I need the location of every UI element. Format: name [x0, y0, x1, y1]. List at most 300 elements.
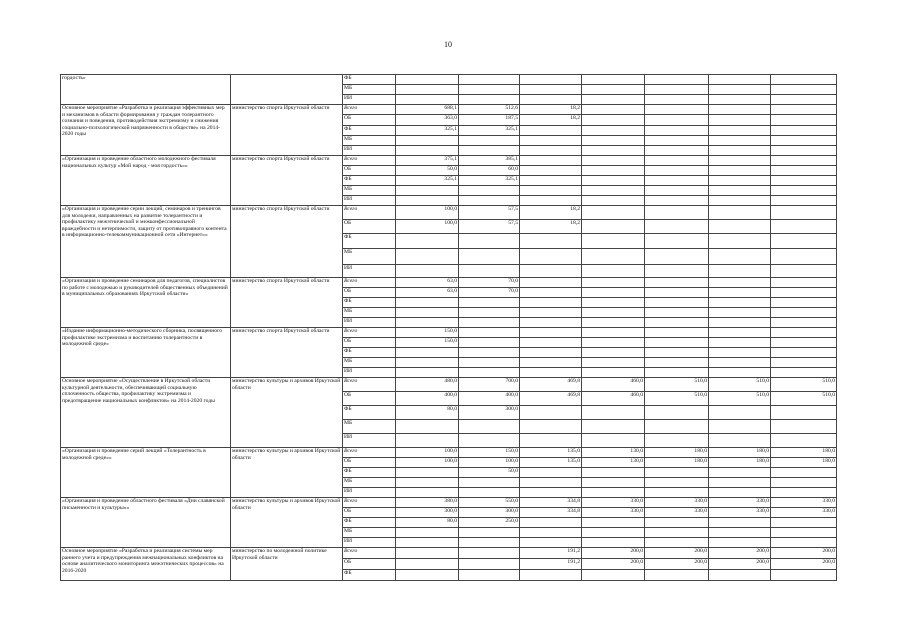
amount-cell	[459, 308, 520, 318]
amount-cell	[582, 265, 645, 278]
amount-cell	[771, 488, 837, 498]
amount-cell: 130,0	[582, 448, 645, 458]
funding-source: МБ	[343, 528, 396, 538]
amount-cell	[582, 249, 645, 265]
amount-cell: 510,0	[709, 378, 771, 392]
amount-cell	[582, 176, 645, 186]
amount-cell	[709, 488, 771, 498]
funding-source: ОБ	[343, 392, 396, 406]
amount-cell	[582, 234, 645, 249]
amount-cell	[520, 308, 582, 318]
amount-cell	[771, 156, 837, 166]
amount-cell	[582, 95, 645, 105]
funding-source: Всего	[343, 105, 396, 115]
funding-source: ИИ	[343, 146, 396, 156]
amount-cell	[645, 368, 709, 378]
amount-cell	[582, 126, 645, 136]
amount-cell: 180,0	[771, 458, 837, 468]
executor-name: министерство спорта Иркутской области	[231, 206, 343, 278]
amount-cell	[709, 234, 771, 249]
amount-cell	[459, 75, 520, 85]
amount-cell: 130,0	[582, 458, 645, 468]
activity-name: «Издание информационно-методического сборника, посвященного профилактике экстремизма и воспитанию толерантности в молодежной среде»	[61, 328, 231, 378]
table-row	[61, 75, 837, 85]
funding-source: Всего	[343, 378, 396, 392]
amount-cell	[771, 318, 837, 328]
funding-source: ОБ	[343, 338, 396, 348]
amount-cell	[520, 288, 582, 298]
amount-cell	[396, 75, 459, 85]
amount-cell	[396, 146, 459, 156]
amount-cell	[645, 338, 709, 348]
amount-cell	[645, 234, 709, 249]
amount-cell	[459, 95, 520, 105]
amount-cell	[771, 308, 837, 318]
amount-cell: 135,0	[520, 448, 582, 458]
amount-cell	[520, 368, 582, 378]
amount-cell: 330,0	[771, 498, 837, 508]
amount-cell	[582, 85, 645, 95]
amount-cell	[582, 528, 645, 538]
executor-name: министерство культуры и архивов Иркутской области	[231, 378, 343, 448]
amount-cell	[771, 186, 837, 196]
amount-cell	[645, 468, 709, 478]
amount-cell	[709, 166, 771, 176]
amount-cell	[396, 298, 459, 308]
amount-cell: 325,1	[396, 126, 459, 136]
amount-cell	[771, 249, 837, 265]
amount-cell	[520, 328, 582, 338]
amount-cell	[459, 186, 520, 196]
funding-source: МБ	[343, 420, 396, 434]
amount-cell	[645, 308, 709, 318]
amount-cell: 18,2	[520, 206, 582, 220]
amount-cell	[520, 95, 582, 105]
table-row	[61, 448, 837, 458]
amount-cell	[520, 176, 582, 186]
amount-cell: 700,0	[459, 378, 520, 392]
budget-table	[60, 74, 837, 581]
amount-cell	[520, 75, 582, 85]
amount-cell	[645, 95, 709, 105]
amount-cell	[459, 234, 520, 249]
amount-cell	[396, 559, 459, 570]
executor-name: министерство спорта Иркутской области	[231, 278, 343, 328]
amount-cell	[582, 186, 645, 196]
amount-cell	[396, 478, 459, 488]
amount-cell	[645, 288, 709, 298]
amount-cell	[709, 265, 771, 278]
amount-cell	[459, 196, 520, 206]
amount-cell	[709, 220, 771, 234]
amount-cell: 334,8	[520, 498, 582, 508]
amount-cell	[645, 358, 709, 368]
amount-cell: 150,0	[396, 338, 459, 348]
funding-source: ОБ	[343, 288, 396, 298]
amount-cell	[396, 85, 459, 95]
amount-cell	[645, 488, 709, 498]
amount-cell: 480,0	[396, 378, 459, 392]
amount-cell	[582, 570, 645, 581]
funding-source: ИИ	[343, 488, 396, 498]
funding-source: ИИ	[343, 368, 396, 378]
amount-cell: 50,0	[396, 166, 459, 176]
amount-cell: 18,2	[520, 115, 582, 126]
amount-cell	[520, 406, 582, 420]
amount-cell	[520, 488, 582, 498]
funding-source: ФБ	[343, 298, 396, 308]
activity-name: «Организация и проведение серий лекций «Толерантность в молодежной среде»»	[61, 448, 231, 498]
amount-cell	[396, 318, 459, 328]
amount-cell	[771, 538, 837, 548]
amount-cell	[396, 95, 459, 105]
amount-cell	[771, 136, 837, 146]
amount-cell	[520, 358, 582, 368]
amount-cell	[520, 348, 582, 358]
amount-cell	[771, 278, 837, 288]
amount-cell	[709, 126, 771, 136]
funding-source: ОБ	[343, 508, 396, 518]
amount-cell	[709, 420, 771, 434]
amount-cell	[582, 115, 645, 126]
amount-cell	[582, 328, 645, 338]
amount-cell	[396, 434, 459, 448]
amount-cell: 80,0	[396, 406, 459, 420]
amount-cell	[709, 186, 771, 196]
amount-cell	[645, 75, 709, 85]
amount-cell: 100,0	[396, 448, 459, 458]
amount-cell	[582, 368, 645, 378]
amount-cell	[582, 518, 645, 528]
amount-cell	[396, 548, 459, 559]
amount-cell	[459, 368, 520, 378]
executor-name: министерство спорта Иркутской области	[231, 156, 343, 206]
amount-cell: 510,0	[709, 392, 771, 406]
amount-cell	[645, 146, 709, 156]
amount-cell	[709, 308, 771, 318]
executor-name: министерство культуры и архивов Иркутской области	[231, 498, 343, 548]
amount-cell	[459, 85, 520, 95]
amount-cell	[520, 570, 582, 581]
amount-cell	[645, 298, 709, 308]
funding-source: ОБ	[343, 559, 396, 570]
amount-cell	[645, 265, 709, 278]
amount-cell	[645, 348, 709, 358]
amount-cell	[582, 146, 645, 156]
amount-cell: 325,1	[459, 176, 520, 186]
amount-cell: 300,0	[396, 508, 459, 518]
amount-cell	[771, 338, 837, 348]
funding-source: МБ	[343, 308, 396, 318]
amount-cell	[582, 468, 645, 478]
amount-cell	[771, 358, 837, 368]
amount-cell: 200,0	[582, 548, 645, 559]
amount-cell: 57,5	[459, 220, 520, 234]
amount-cell	[709, 288, 771, 298]
funding-source: ФБ	[343, 75, 396, 85]
amount-cell: 330,0	[709, 508, 771, 518]
amount-cell	[459, 548, 520, 559]
amount-cell: 100,0	[459, 458, 520, 468]
amount-cell	[520, 136, 582, 146]
activity-name: «Организация и проведение семинаров для педагогов, специалистов по работе с молодежью и руководителей общественных объединений в муниципальных образованиях Иркутской области»	[61, 278, 231, 328]
amount-cell: 688,1	[396, 105, 459, 115]
activity-name: «Организация и проведение серии лекций, семинаров и тренингов для молодежи, направленных на развитие толерантности и профилактику межэтнической и межконфессиональной враждебности и нетерпимости, защиту от противоправного контента в информационно-телекоммуникационной сети «Интернет»»	[61, 206, 231, 278]
amount-cell	[771, 406, 837, 420]
amount-cell	[459, 358, 520, 368]
amount-cell: 469,8	[520, 378, 582, 392]
table-row	[61, 498, 837, 508]
amount-cell	[771, 468, 837, 478]
amount-cell	[709, 105, 771, 115]
amount-cell	[771, 518, 837, 528]
amount-cell	[645, 206, 709, 220]
funding-source: ИИ	[343, 196, 396, 206]
amount-cell	[645, 105, 709, 115]
amount-cell	[582, 105, 645, 115]
amount-cell: 460,0	[582, 378, 645, 392]
amount-cell: 330,0	[645, 498, 709, 508]
amount-cell	[709, 146, 771, 156]
amount-cell	[396, 308, 459, 318]
amount-cell	[709, 318, 771, 328]
amount-cell: 334,8	[520, 508, 582, 518]
amount-cell	[520, 126, 582, 136]
amount-cell	[771, 115, 837, 126]
funding-source: ИИ	[343, 95, 396, 105]
amount-cell: 63,0	[396, 288, 459, 298]
amount-cell	[771, 206, 837, 220]
amount-cell	[520, 434, 582, 448]
amount-cell	[396, 348, 459, 358]
amount-cell: 150,0	[396, 328, 459, 338]
funding-source: МБ	[343, 358, 396, 368]
amount-cell	[459, 478, 520, 488]
amount-cell	[520, 318, 582, 328]
amount-cell	[396, 488, 459, 498]
amount-cell	[645, 196, 709, 206]
amount-cell: 80,0	[396, 518, 459, 528]
amount-cell	[582, 358, 645, 368]
amount-cell: 510,0	[645, 392, 709, 406]
amount-cell	[645, 249, 709, 265]
amount-cell	[645, 318, 709, 328]
amount-cell: 180,0	[645, 448, 709, 458]
amount-cell	[520, 85, 582, 95]
amount-cell: 300,0	[459, 508, 520, 518]
amount-cell	[520, 478, 582, 488]
activity-name: «Организация и проведение областного молодежного фестиваля национальных культур «Мой народ - моя гордость»»	[61, 156, 231, 206]
amount-cell: 180,0	[645, 458, 709, 468]
amount-cell: 200,0	[709, 559, 771, 570]
amount-cell	[520, 265, 582, 278]
amount-cell: 510,0	[645, 378, 709, 392]
funding-source: ОБ	[343, 166, 396, 176]
amount-cell	[582, 156, 645, 166]
funding-source: ИИ	[343, 265, 396, 278]
amount-cell	[582, 166, 645, 176]
amount-cell: 375,1	[396, 156, 459, 166]
amount-cell: 400,0	[459, 392, 520, 406]
amount-cell: 57,5	[459, 206, 520, 220]
funding-source: МБ	[343, 186, 396, 196]
amount-cell	[709, 95, 771, 105]
amount-cell	[396, 249, 459, 265]
amount-cell	[459, 434, 520, 448]
amount-cell	[645, 528, 709, 538]
amount-cell	[396, 234, 459, 249]
amount-cell: 187,5	[459, 115, 520, 126]
amount-cell: 50,0	[459, 468, 520, 478]
executor-name	[231, 75, 343, 105]
amount-cell	[520, 338, 582, 348]
amount-cell	[645, 538, 709, 548]
amount-cell: 363,0	[396, 115, 459, 126]
amount-cell	[771, 348, 837, 358]
amount-cell: 330,0	[582, 498, 645, 508]
amount-cell	[520, 278, 582, 288]
amount-cell	[645, 518, 709, 528]
amount-cell: 191,2	[520, 559, 582, 570]
funding-source: ОБ	[343, 458, 396, 468]
amount-cell	[709, 115, 771, 126]
amount-cell: 180,0	[771, 448, 837, 458]
activity-name: «Организация и проведение областного фестиваля «Дни славянской письменности и культуры»»	[61, 498, 231, 548]
amount-cell	[709, 196, 771, 206]
amount-cell: 330,0	[582, 508, 645, 518]
funding-source: Всего	[343, 328, 396, 338]
amount-cell	[709, 368, 771, 378]
funding-source: ФБ	[343, 468, 396, 478]
funding-source: ФБ	[343, 234, 396, 249]
amount-cell	[459, 249, 520, 265]
amount-cell	[645, 406, 709, 420]
amount-cell	[645, 278, 709, 288]
amount-cell	[709, 328, 771, 338]
funding-source: ФБ	[343, 570, 396, 581]
amount-cell	[582, 278, 645, 288]
amount-cell	[582, 420, 645, 434]
amount-cell	[709, 136, 771, 146]
amount-cell	[582, 318, 645, 328]
amount-cell	[771, 126, 837, 136]
amount-cell	[520, 156, 582, 166]
amount-cell	[771, 265, 837, 278]
amount-cell	[771, 368, 837, 378]
activity-name: Основное мероприятие «Разработка и реализация эффективных мер и механизмов в области формирования у граждан толерантного сознания и поведения, противодействия экстремизму и снижения социально-психологической напряженности в обществе» на 2014-2020 годы	[61, 105, 231, 156]
amount-cell: 330,0	[771, 508, 837, 518]
amount-cell	[582, 308, 645, 318]
amount-cell: 330,0	[709, 498, 771, 508]
table-row	[61, 378, 837, 392]
amount-cell	[459, 559, 520, 570]
amount-cell	[645, 570, 709, 581]
funding-source: ИИ	[343, 318, 396, 328]
amount-cell	[645, 85, 709, 95]
amount-cell	[645, 186, 709, 196]
table-row	[61, 206, 837, 220]
amount-cell	[520, 420, 582, 434]
amount-cell	[459, 420, 520, 434]
amount-cell	[396, 136, 459, 146]
amount-cell	[582, 478, 645, 488]
funding-source: ОБ	[343, 220, 396, 234]
funding-source: ИИ	[343, 434, 396, 448]
amount-cell	[459, 570, 520, 581]
amount-cell	[520, 518, 582, 528]
amount-cell	[645, 434, 709, 448]
amount-cell: 100,0	[396, 220, 459, 234]
amount-cell: 380,0	[396, 498, 459, 508]
amount-cell: 510,0	[771, 392, 837, 406]
amount-cell	[709, 570, 771, 581]
amount-cell: 200,0	[645, 559, 709, 570]
table-row	[61, 278, 837, 288]
amount-cell: 100,0	[396, 206, 459, 220]
amount-cell	[396, 196, 459, 206]
amount-cell: 325,1	[396, 176, 459, 186]
table-row	[61, 328, 837, 338]
amount-cell	[396, 468, 459, 478]
amount-cell	[520, 528, 582, 538]
amount-cell	[520, 538, 582, 548]
amount-cell: 400,0	[396, 392, 459, 406]
amount-cell	[520, 298, 582, 308]
amount-cell	[645, 176, 709, 186]
amount-cell: 70,0	[459, 288, 520, 298]
amount-cell	[520, 234, 582, 249]
amount-cell: 469,8	[520, 392, 582, 406]
amount-cell: 18,2	[520, 105, 582, 115]
funding-source: ФБ	[343, 126, 396, 136]
funding-source: Всего	[343, 548, 396, 559]
amount-cell: 250,0	[459, 518, 520, 528]
amount-cell	[582, 136, 645, 146]
amount-cell	[709, 528, 771, 538]
funding-source: МБ	[343, 249, 396, 265]
amount-cell	[520, 249, 582, 265]
amount-cell	[459, 488, 520, 498]
executor-name: министерство спорта Иркутской области	[231, 105, 343, 156]
amount-cell	[459, 136, 520, 146]
amount-cell: 325,1	[459, 126, 520, 136]
amount-cell	[771, 95, 837, 105]
amount-cell	[771, 146, 837, 156]
amount-cell: 300,0	[459, 406, 520, 420]
amount-cell	[771, 298, 837, 308]
funding-source: ФБ	[343, 348, 396, 358]
amount-cell: 385,1	[459, 156, 520, 166]
funding-source: МБ	[343, 85, 396, 95]
amount-cell	[709, 338, 771, 348]
amount-cell	[771, 75, 837, 85]
amount-cell	[771, 234, 837, 249]
amount-cell: 200,0	[582, 559, 645, 570]
amount-cell	[709, 156, 771, 166]
amount-cell: 460,0	[582, 392, 645, 406]
amount-cell	[582, 220, 645, 234]
amount-cell	[771, 85, 837, 95]
amount-cell	[771, 528, 837, 538]
amount-cell	[709, 538, 771, 548]
amount-cell: 135,0	[520, 458, 582, 468]
amount-cell	[771, 220, 837, 234]
amount-cell	[709, 75, 771, 85]
amount-cell	[771, 105, 837, 115]
amount-cell: 330,0	[645, 508, 709, 518]
amount-cell: 150,0	[459, 448, 520, 458]
amount-cell: 200,0	[645, 548, 709, 559]
